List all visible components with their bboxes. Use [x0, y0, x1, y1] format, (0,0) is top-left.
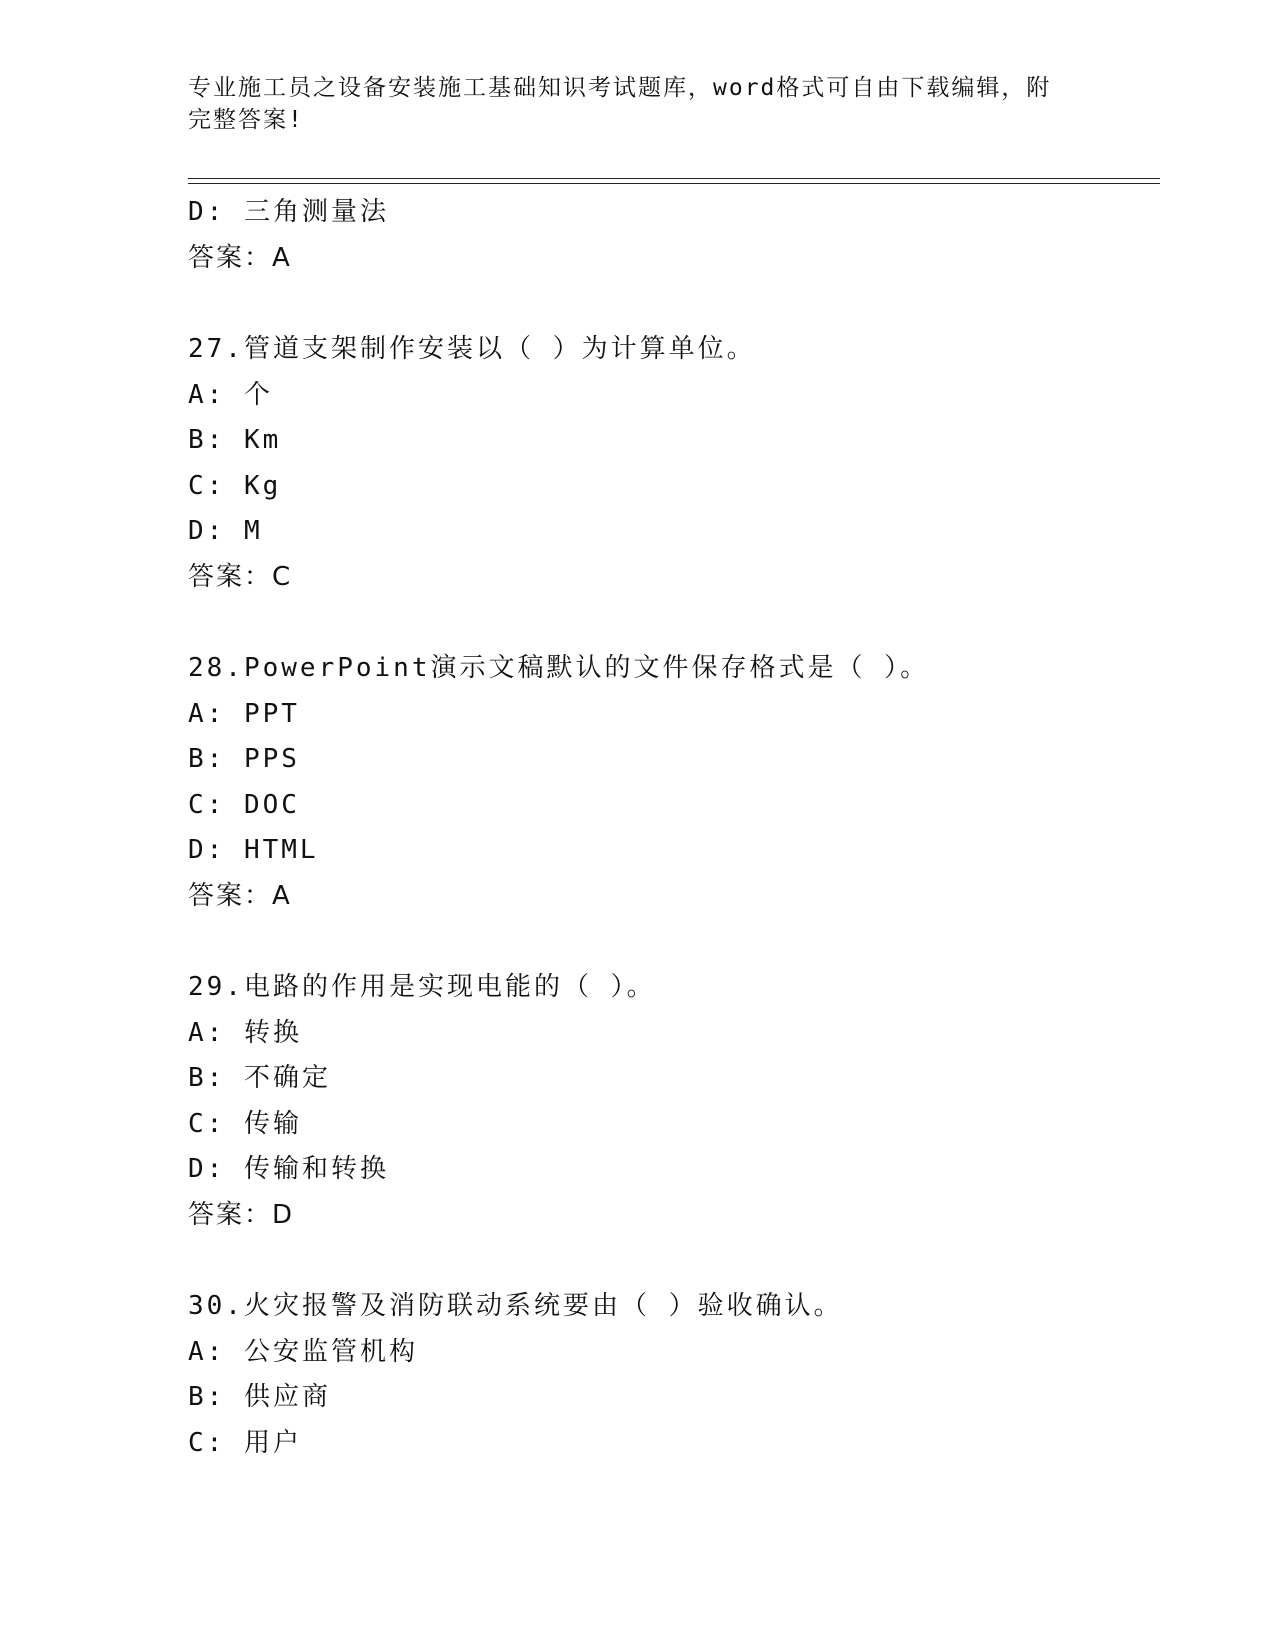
spacer	[188, 1238, 1148, 1284]
option-d: D: HTML	[188, 835, 319, 865]
option-d: D: 三角测量法	[188, 197, 389, 227]
option-a: A: 个	[188, 379, 273, 410]
question-29	[188, 965, 1148, 1238]
document-title: 专业施工员之设备安装施工基础知识考试题库，word格式可自由下载编辑，附完整答案!	[188, 75, 1052, 133]
option-d: D: 传输和转换	[188, 1154, 389, 1184]
answer: 答案：A	[188, 880, 292, 911]
option-b: B: 供应商	[188, 1382, 331, 1412]
option-c: C: Kg	[188, 470, 282, 501]
question-list	[188, 190, 1148, 1466]
option-b: B: PPS	[188, 744, 300, 774]
question-stem: 29.电路的作用是实现电能的（ ）。	[188, 972, 656, 1002]
spacer	[188, 919, 1148, 965]
question-stem: 27.管道支架制作安装以（ ）为计算单位。	[188, 334, 756, 364]
option-b: B: Km	[188, 425, 282, 455]
question-30	[188, 1284, 1148, 1466]
header-divider	[188, 178, 1160, 179]
answer: 答案：A	[188, 242, 292, 273]
option-c: C: DOC	[188, 789, 300, 820]
page-header	[188, 72, 1068, 136]
option-a: A: 转换	[188, 1017, 302, 1048]
option-d: D: M	[188, 516, 263, 546]
question-stem: 28.PowerPoint演示文稿默认的文件保存格式是（ ）。	[188, 653, 930, 683]
spacer	[188, 281, 1148, 327]
option-c: C: 传输	[188, 1108, 302, 1139]
option-a: A: 公安监管机构	[188, 1336, 418, 1367]
option-b: B: 不确定	[188, 1063, 331, 1093]
question-28	[188, 646, 1148, 919]
answer: 答案：D	[188, 1199, 295, 1230]
option-a: A: PPT	[188, 698, 300, 729]
question-stem: 30.火灾报警及消防联动系统要由（ ）验收确认。	[188, 1291, 843, 1321]
spacer	[188, 600, 1148, 646]
option-c: C: 用户	[188, 1427, 302, 1458]
header-divider-secondary	[188, 183, 1160, 184]
question-27	[188, 327, 1148, 600]
answer: 答案：C	[188, 561, 293, 592]
